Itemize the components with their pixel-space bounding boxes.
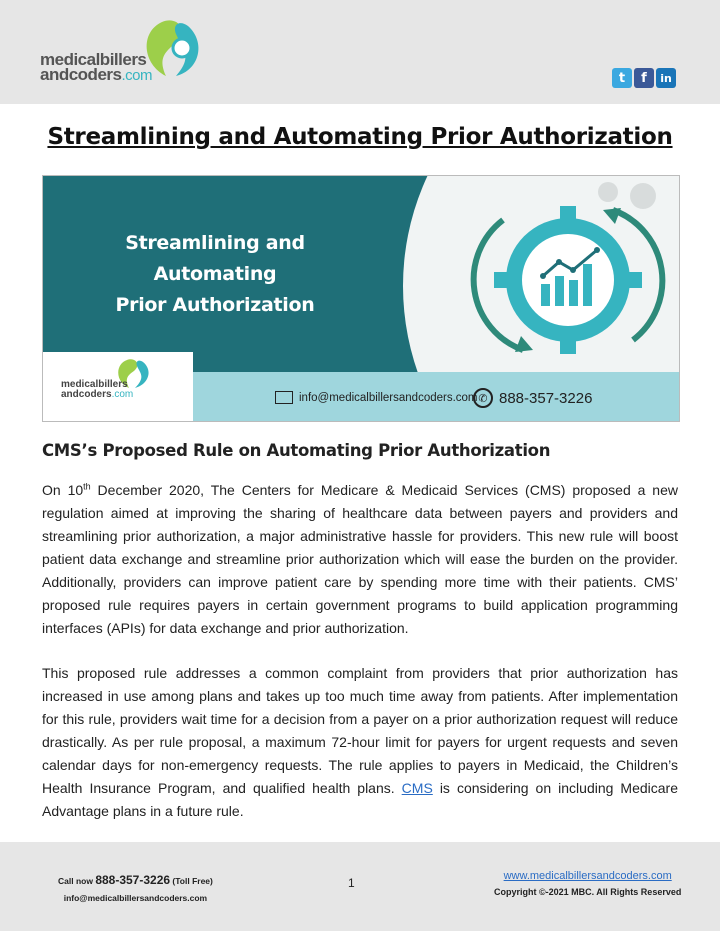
facebook-icon[interactable]: f: [634, 68, 654, 88]
banner-logo-suffix: .com: [111, 389, 134, 400]
banner-logo-text: [61, 380, 133, 400]
p2-pre: This proposed rule addresses a common complaint from providers that prior authorization has increased in use among plans and takes up too much time away from patients. After implementation for this rule, providers wait time for a decision from a payer on a prior authorization request will reduce drastically. As per rule proposal, a maximum 72-hour limit for payers for urgent requests and seven calendar days for non-emergency requests. The rule applies to payers in Medicaid, the Children’s Health Insurance Program, and qualified health plans.: [42, 665, 678, 796]
envelope-icon: [275, 391, 293, 404]
social-links: [612, 68, 676, 88]
header-band: [0, 0, 720, 104]
section-heading: CMS’s Proposed Rule on Automating Prior Authorization: [42, 441, 551, 460]
footer-copyright: Copyright ©-2021 MBC. All Rights Reserved: [494, 887, 682, 897]
logo-wordmark: [40, 52, 152, 83]
logo-line1: medicalbillers: [40, 50, 147, 69]
page-number: 1: [348, 876, 355, 890]
footer-contact: [58, 872, 213, 906]
p1-pre: On 10: [42, 482, 84, 498]
banner-title-line1: Streamlining and: [125, 232, 305, 254]
banner-phone: [473, 388, 592, 408]
logo-suffix: .com: [121, 67, 152, 84]
footer-site: [494, 868, 681, 900]
footer-website-link[interactable]: www.medicalbillersandcoders.com: [503, 870, 672, 882]
footer-call-label: Call now: [58, 876, 96, 886]
p1-post: December 2020, The Centers for Medicare & Medicaid Services (CMS) proposed a new regulation aimed at improving the sharing of healthcare data between payers and providers and streamlining prior authorization, a major administrative hassle for providers. This new rule will boost patient data exchange and streamline prior authorization which will ease the burden on the provider. Additionally, providers can improve patient care by spending more time with their patients. CMS’ proposed rule requires payers in certain government programs to build application programming interfaces (APIs) for data exchange and prior authorization.: [42, 482, 678, 636]
cms-link[interactable]: CMS: [401, 780, 433, 796]
banner-logo-line2: andcoders: [61, 389, 112, 400]
site-logo[interactable]: [40, 14, 210, 94]
banner-image: [42, 175, 680, 422]
banner-email: [275, 391, 478, 404]
footer-phone[interactable]: 888-357-3226: [95, 873, 171, 887]
footer: [0, 842, 720, 931]
twitter-icon[interactable]: t: [612, 68, 632, 88]
banner-title: [105, 228, 325, 321]
phone-icon: ✆: [473, 388, 493, 408]
p2-post: is considering on including Medicare Advantage plans in a future rule.: [42, 780, 679, 819]
banner-email-text: info@medicalbillersandcoders.com: [299, 391, 478, 404]
banner-phone-text: 888-357-3226: [499, 389, 593, 407]
page-title: Streamlining and Automating Prior Authorization: [47, 124, 673, 150]
banner-title-line2: Automating: [153, 263, 277, 285]
paragraph-2: [42, 662, 678, 823]
linkedin-icon[interactable]: in: [656, 68, 676, 88]
footer-email[interactable]: info@medicalbillersandcoders.com: [63, 893, 208, 903]
gear-chart-icon: [463, 180, 673, 375]
p1-sup: th: [83, 481, 91, 492]
banner-logo-line1: medicalbillers: [61, 379, 128, 390]
footer-toll-free: (Toll Free): [170, 876, 213, 886]
banner-title-line3: Prior Authorization: [115, 294, 315, 316]
paragraph-1: [42, 479, 678, 640]
logo-line2: andcoders: [40, 65, 122, 84]
